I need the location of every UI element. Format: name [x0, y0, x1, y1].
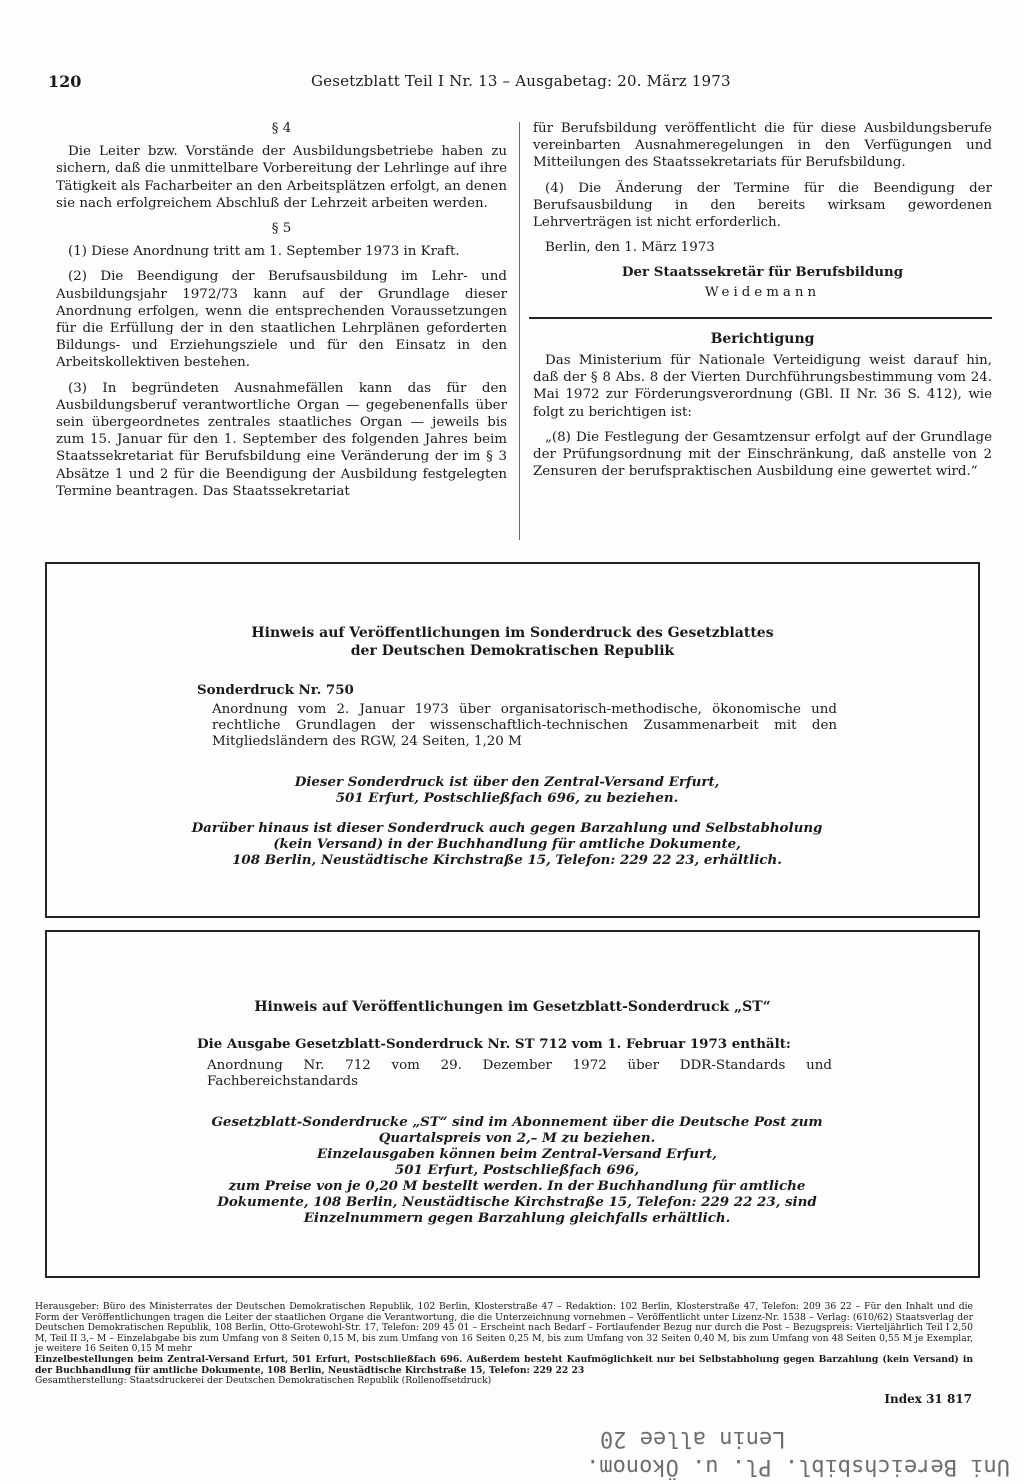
notice-1-title-line-2: der Deutschen Demokratischen Republik — [350, 643, 675, 659]
signer-title: Der Staatssekretär für Berufsbildung — [621, 264, 904, 281]
notice-2-title: Hinweis auf Veröffentlichungen im Gesetzblatt-Sonderdruck „ST“ — [254, 999, 771, 1015]
running-title: Gesetzblatt Teil I Nr. 13 – Ausgabetag: 20. März 1973 — [311, 72, 731, 90]
notice-1-pickup-info — [157, 820, 857, 868]
stamp-line-1: Uni Bereichsbibl. Pl. u. Ökonom. — [586, 1454, 1010, 1479]
correction-text: Das Ministerium für Nationale Verteidigung weist darauf hin, daß der § 8 Abs. 8 der Vierten Durchführungsbestimmung vom 24. Mai 1972 zur Förderungsverordnung (GBl. II Nr. 36 S. 412), wie folgt zu berichtigen ist: — [533, 353, 992, 420]
notice-1-body: Anordnung vom 2. Januar 1973 über organisatorisch-methodische, ökonomische und rechtliche Grundlagen der wissenschaftlich-technischen Zusammenarbeit mit den Mitgliedsländern des RGW, 24 Seiten, 1,20 M — [212, 702, 837, 749]
index-number: Index 31 817 — [884, 1392, 972, 1406]
notice-2-line-4: 501 Erfurt, Postschließfach 696, — [394, 1162, 640, 1178]
notice-1-subtitle: Sonderdruck Nr. 750 — [197, 682, 354, 698]
notice-1-title-line-1: Hinweis auf Veröffentlichungen im Sonderdruck des Gesetzblattes — [251, 625, 774, 641]
section-4-heading: § 4 — [271, 121, 292, 136]
impressum-printer: Gesamtherstellung: Staatsdruckerei der Deutschen Demokratischen Republik (Rollenoffsetdruck) — [35, 1375, 492, 1387]
impressum — [35, 1302, 973, 1387]
section-5-heading: § 5 — [271, 221, 292, 237]
section-5-para-4: (4) Die Änderung der Termine für die Beendigung der Berufsausbildung in den bereits wirksam gewordenen Lehrverträgen ist nicht erforderlich. — [533, 180, 992, 231]
notice-1-ordering-line-2: 501 Erfurt, Postschließfach 696, zu beziehen. — [335, 790, 679, 806]
column-divider — [519, 122, 520, 540]
notice-2-subtitle: Die Ausgabe Gesetzblatt-Sonderdruck Nr. ST 712 vom 1. Februar 1973 enthält: — [197, 1036, 791, 1052]
notice-1-title — [47, 624, 978, 660]
notice-1-pickup-line-2: (kein Versand) in der Buchhandlung für amtliche Dokumente, — [273, 836, 741, 852]
notice-2-body: Anordnung Nr. 712 vom 29. Dezember 1972 über DDR-Standards und Fachbereichstandards — [207, 1058, 832, 1089]
page-number: 120 — [48, 72, 82, 91]
section-5-para-1: (1) Diese Anordnung tritt am 1. September 1973 in Kraft. — [68, 244, 460, 260]
stamp-line-2: Lenin allee 20 — [600, 1426, 786, 1451]
signer-name: Weidemann — [704, 284, 821, 300]
left-column — [56, 120, 507, 508]
notice-1-pickup-line-1: Darüber hinaus ist dieser Sonderdruck auch gegen Barzahlung und Selbstabholung — [191, 820, 823, 836]
section-4-text: Die Leiter bzw. Vorstände der Ausbildungsbetriebe haben zu sichern, daß die unmittelbare Vorbereitung der Lehrlinge auf ihre Tätigkeit als Facharbeiter an den Arbeitsplätzen erfolgt, an denen sie nach erfolgreichem Abschluß der Lehrzeit arbeiten werden. — [56, 144, 507, 211]
notice-box-sonderdruck — [45, 562, 980, 918]
page-header — [36, 72, 992, 96]
right-column — [533, 120, 992, 488]
notice-2-line-1: Gesetzblatt-Sonderdrucke „ST“ sind im Abonnement über die Deutsche Post zum — [211, 1114, 823, 1130]
notice-2-line-5: zum Preise von je 0,20 M bestellt werden. In der Buchhandlung für amtliche — [228, 1178, 806, 1194]
library-stamp — [586, 1400, 1010, 1480]
impressum-orders: Einzelbestellungen beim Zentral-Versand Erfurt, 501 Erfurt, Postschließfach 696. Außerdem besteht Kaufmöglichkeit nur bei Selbstabholung gegen Barzahlung (kein Versand) in der Buchhandlung für amtliche Dokumente, 108 Berlin, Neustädtische Kirchstraße 15, Telefon: 229 22 23 — [35, 1353, 973, 1376]
notice-2-line-6: Dokumente, 108 Berlin, Neustädtische Kirchstraße 15, Telefon: 229 22 23, sind — [217, 1194, 817, 1210]
section-5-para-2: (2) Die Beendigung der Berufsausbildung im Lehr- und Ausbildungsjahr 1972/73 kann auf der Grundlage dieser Anordnung erfolgen, wenn die entsprechenden Voraussetzungen für die Erfüllung der in den staatlichen Lehrplänen geforderten Bildungs- und Erziehungsziele und für den Einsatz in den Arbeitskollektiven bestehen. — [56, 269, 507, 371]
correction-heading: Berichtigung — [710, 330, 815, 347]
notice-1-pickup-line-3: 108 Berlin, Neustädtische Kirchstraße 15, Telefon: 229 22 23, erhältlich. — [232, 852, 782, 868]
impressum-publisher: Herausgeber: Büro des Ministerrates der Deutschen Demokratischen Republik, 102 Berlin, Klosterstraße 47 – Redaktion: 102 Berlin, Klosterstraße 47, Telefon: 209 36 22 – Für den Inhalt und die Form der Veröffentlichungen tragen die Leiter der staatlichen Organe die Verantwortung, die die Unterzeichnung vornehmen – Veröffentlicht unter Lizenz-Nr. 1538 – Verlag: (610/62) Staatsverlag der Deutschen Demokratischen Republik, 108 Berlin, Otto-Grotewohl-Str. 17, Telefon: 209 45 01 – Erscheint nach Bedarf – Fortlaufender Bezug nur durch die Post – Bezugspreis: Vierteljährlich Teil I 2,50 M, Teil II 3,– M – Einzelabgabe bis zum Umfang von 8 Seiten 0,15 M, bis zum Umfang von 16 Seiten 0,25 M, bis zum Umfang von 32 Seiten 0,40 M, bis zum Umfang von 48 Seiten 0,55 M je Exemplar, je weitere 16 Seiten 0,15 M mehr — [35, 1301, 973, 1355]
notice-1-ordering-line-1: Dieser Sonderdruck ist über den Zentral-Versand Erfurt, — [294, 774, 720, 790]
notice-2-line-7: Einzelnummern gegen Barzahlung gleichfalls erhältlich. — [303, 1210, 731, 1226]
continuation-text: für Berufsbildung veröffentlicht die für diese Ausbildungsberufe vereinbarten Ausnahmeregelungen in den Verfügungen und Mitteilungen des Staatssekretariats für Berufsbildung. — [533, 121, 992, 171]
section-rule — [529, 317, 992, 319]
notice-2-ordering-info — [167, 1114, 867, 1226]
section-5-para-3: (3) In begründeten Ausnahmefällen kann das für den Ausbildungsberuf verantwortliche Organ — gegebenenfalls über sein übergeordnetes zentrales staatliches Organ — jeweils bis zum 15. Januar für den 1. September des folgenden Jahres beim Staatssekretariat für Berufsbildung eine Veränderung der im § 3 Absätze 1 und 2 für die Beendigung der Ausbildung festgelegten Termine beantragen. Das Staatssekretariat — [56, 380, 507, 499]
notice-1-ordering-info — [177, 774, 837, 806]
correction-quote: „(8) Die Festlegung der Gesamtzensur erfolgt auf der Grundlage der Prüfungsordnung mit der Einschränkung, daß anstelle von 2 Zensuren der berufspraktischen Ausbildung eine gewertet wird.“ — [533, 429, 992, 480]
notice-2-line-3: Einzelausgaben können beim Zentral-Versand Erfurt, — [317, 1146, 717, 1162]
notice-2-line-2: Quartalspreis von 2,– M zu beziehen. — [378, 1130, 656, 1146]
notice-box-st — [45, 930, 980, 1278]
place-date: Berlin, den 1. März 1973 — [545, 240, 715, 256]
